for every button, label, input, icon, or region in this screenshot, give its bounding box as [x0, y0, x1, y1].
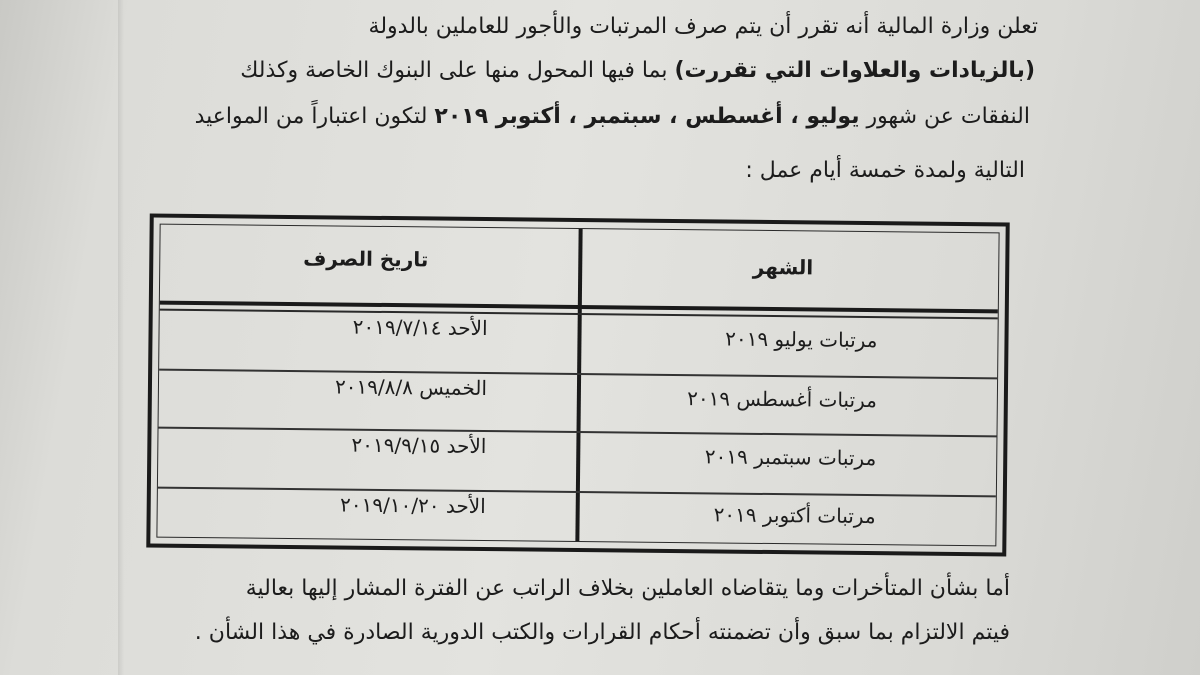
row-date: الأحد ٢٠١٩/٩/١٥: [351, 432, 487, 459]
footer-text-1: أما بشأن المتأخرات وما يتقاضاه العاملين بخلاف الراتب عن الفترة المشار إليها بعالية: [245, 576, 1010, 601]
row-date: الأحد ٢٠١٩/١٠/٢٠: [340, 492, 486, 519]
footer-text-2: فيتم الالتزام بما سبق وأن تضمنته أحكام القرارات والكتب الدورية الصادرة في هذا الشأن .: [194, 620, 1010, 645]
announcement-text-4: التالية ولمدة خمسة أيام عمل :: [745, 158, 1025, 183]
announcement-text-2: بما فيها المحول منها على البنوك الخاصة وكذلك: [240, 58, 675, 83]
announcement-line-4: [745, 158, 1025, 183]
footer-line-1: [246, 576, 1010, 601]
header-month: الشهر: [752, 254, 814, 280]
announcement-bold-months: يوليو ، أغسطس ، سبتمبر ، أكتوبر ٢٠١٩: [434, 104, 860, 129]
announcement-line-3: [195, 104, 1030, 129]
header-payment-date: تاريخ الصرف: [303, 246, 429, 272]
row-month: مرتبات أكتوبر ٢٠١٩: [713, 502, 876, 529]
announcement-bold-raises: (بالزيادات والعلاوات التي تقررت): [674, 58, 1035, 83]
page-fold-shadow: [118, 0, 124, 675]
row-month: مرتبات سبتمبر ٢٠١٩: [704, 444, 877, 471]
announcement-text-1: تعلن وزارة المالية أنه تقرر أن يتم صرف المرتبات والأجور للعاملين بالدولة: [368, 14, 1038, 39]
announcement-line-1: [369, 14, 1038, 39]
row-month: مرتبات يوليو ٢٠١٩: [725, 326, 878, 353]
column-divider: [575, 229, 582, 541]
announcement-line-2: [240, 58, 1035, 83]
table-inner-frame: [156, 224, 999, 547]
payment-schedule-table: [146, 214, 1009, 557]
row-date: الخميس ٢٠١٩/٨/٨: [334, 374, 488, 401]
footer-line-2: [195, 620, 1010, 645]
announcement-text-3b: لتكون اعتباراً من المواعيد: [194, 104, 435, 129]
row-month: مرتبات أغسطس ٢٠١٩: [687, 386, 877, 413]
announcement-text-3a: النفقات عن شهور: [859, 104, 1030, 129]
row-date: الأحد ٢٠١٩/٧/١٤: [352, 314, 488, 341]
